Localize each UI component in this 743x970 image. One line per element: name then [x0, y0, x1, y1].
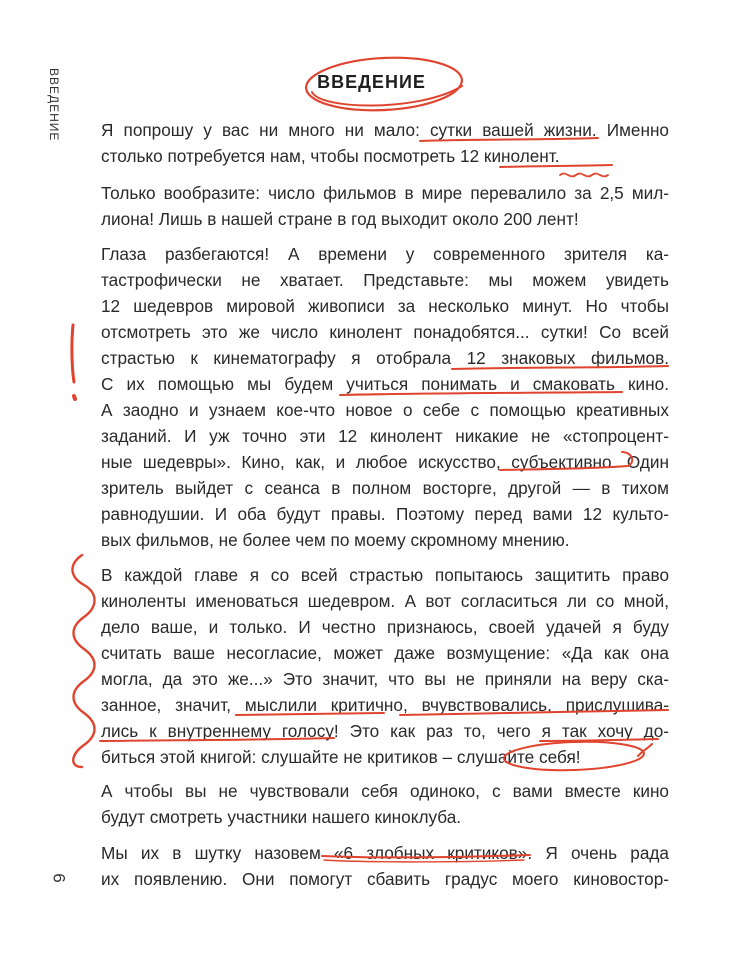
squiggle-mark — [560, 174, 608, 177]
text-line: столько потребуется нам, чтобы посмотреть 12 кинолент. — [101, 146, 560, 166]
text-line: зритель выйдет с сеанса в полном восторге, другой — в тихом — [101, 478, 669, 498]
text-line: вых фильмов, не более чем по моему скромному мнению. — [101, 530, 570, 550]
text-line: занное, значит, мыслили критично, вчувствовались, прислушива- — [101, 695, 669, 715]
text-line: А заодно и узнаем кое-что новое о себе с помощью креативных — [101, 400, 669, 420]
text-line: лись к внутреннему голосу! Это как раз то, чего я так хочу до- — [101, 721, 669, 741]
margin-squiggle-mark — [72, 555, 94, 767]
text-line: Мы их в шутку назовем «6 злобных критиков». Я очень рада — [101, 843, 669, 863]
text-line: могла, да это же...» Это значит, что вы не приняли на веру ска- — [101, 669, 669, 689]
text-line: тастрофически не хватает. Представьте: мы можем увидеть — [101, 270, 669, 290]
text-line: страстью к кинематографу я отобрала 12 знаковых фильмов. — [101, 348, 669, 368]
text-line: равнодушии. И оба будут правы. Поэтому перед вами 12 культо- — [101, 504, 669, 524]
text-line: лиона! Лишь в нашей стране в год выходит около 200 лент! — [101, 209, 579, 229]
text-line: Глаза разбегаются! А времени у современного зрителя ка- — [101, 244, 669, 264]
running-header-vertical: ВВЕДЕНИЕ — [47, 68, 61, 142]
text-line: биться этой книгой: слушайте не критиков – слушайте себя! — [101, 747, 581, 767]
text-line: их появлению. Они помогут сбавить градус моего киновостор- — [101, 869, 669, 889]
chapter-title: ВВЕДЕНИЕ — [317, 72, 426, 92]
text-line: В каждой главе я со всей страстью попытаюсь защитить право — [101, 565, 669, 585]
text-line: ные шедевры». Кино, как, и любое искусство, субъективно. Один — [101, 452, 669, 472]
text-line: А чтобы вы не чувствовали себя одиноко, с вами вместе кино — [101, 781, 669, 801]
tick-mark — [638, 744, 652, 756]
page-number: 6 — [49, 873, 69, 883]
text-line: Я попрошу у вас ни много ни мало: сутки вашей жизни. Именно — [101, 120, 669, 140]
text-line: дело ваше, и только. И честно признаюсь, своей удачей я буду — [101, 617, 669, 637]
text-line: Только вообразите: число фильмов в мире перевалило за 2,5 мил- — [101, 183, 669, 203]
text-line: отсмотреть это же число кинолент понадобятся... сутки! Со всей — [101, 322, 669, 342]
exclamation-dot-mark — [74, 396, 75, 399]
text-line: будут смотреть участники нашего киноклуба. — [101, 807, 462, 827]
text-line: 12 шедевров мировой живописи за несколько минут. Но чтобы — [101, 296, 669, 316]
text-line: С их помощью мы будем учиться понимать и смаковать кино. — [101, 374, 669, 394]
text-line: заданий. И уж точно эти 12 кинолент никакие не «стопроцент- — [101, 426, 669, 446]
text-line: киноленты именоваться шедевром. А вот согласиться ли со мной, — [101, 591, 669, 611]
exclamation-mark — [72, 325, 74, 382]
text-line: считать ваше несогласие, может даже возмущение: «Да как она — [101, 643, 669, 663]
